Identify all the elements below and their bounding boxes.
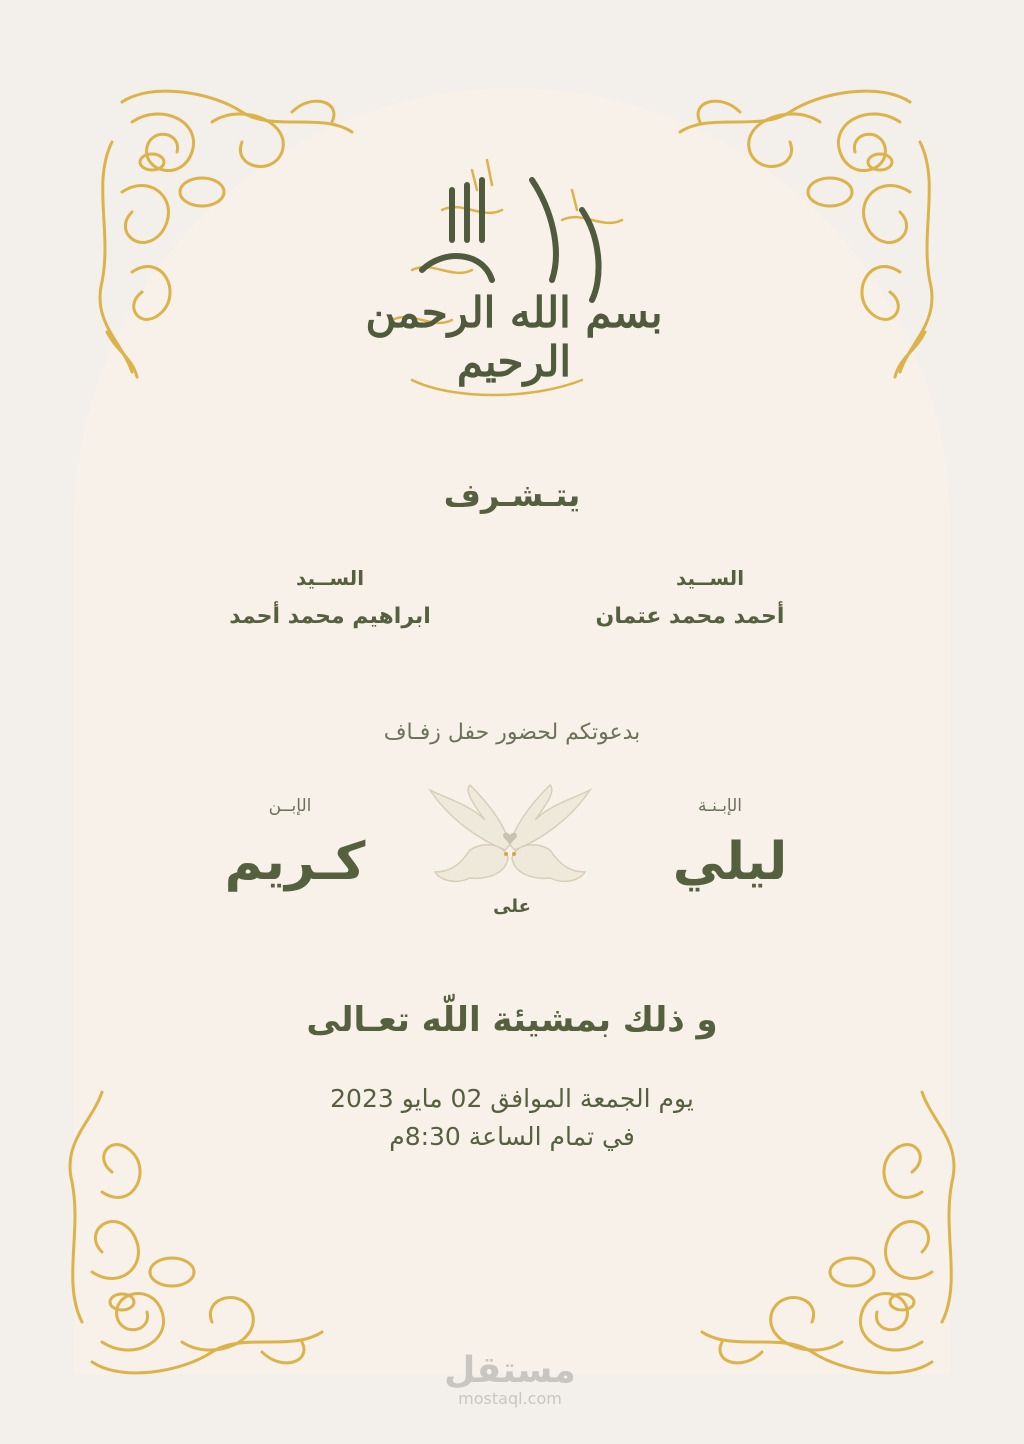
doves-heart-icon xyxy=(410,780,610,900)
host1-name: أحمد محمد عتمان xyxy=(595,604,785,629)
watermark xyxy=(430,1352,590,1408)
corner-ornament-icon xyxy=(92,82,392,382)
honored-heading: يتـشـرف xyxy=(443,476,581,514)
watermark-latin: mostaql.com xyxy=(458,1389,562,1408)
host2-title: الســيد xyxy=(295,566,365,590)
host2-name: ابراهيم محمد أحمد xyxy=(229,604,431,629)
groom-name: كـريم xyxy=(224,832,366,892)
host1-title: الســيد xyxy=(675,566,745,590)
bride-title: الإبـنـة xyxy=(697,796,743,816)
blessing-line: و ذلك بمشيئة اللّه تعـالى xyxy=(306,1000,718,1040)
bride-name: ليلي xyxy=(672,832,788,892)
basmala-calligraphy xyxy=(352,150,676,420)
groom-title: الإبــن xyxy=(268,796,312,816)
watermark-arabic: مستقل xyxy=(444,1350,576,1391)
invite-line: بدعوتكم لحضور حفل زفـاف xyxy=(383,720,641,745)
connector-text: على xyxy=(493,896,531,917)
date-line: يوم الجمعة الموافق 02 مايو 2023 xyxy=(330,1084,694,1113)
basmala-text: بسم الله الرحمن الرحيم xyxy=(365,288,663,386)
time-line: في تمام الساعة 8:30م xyxy=(389,1122,635,1151)
corner-ornament-icon xyxy=(640,82,940,382)
